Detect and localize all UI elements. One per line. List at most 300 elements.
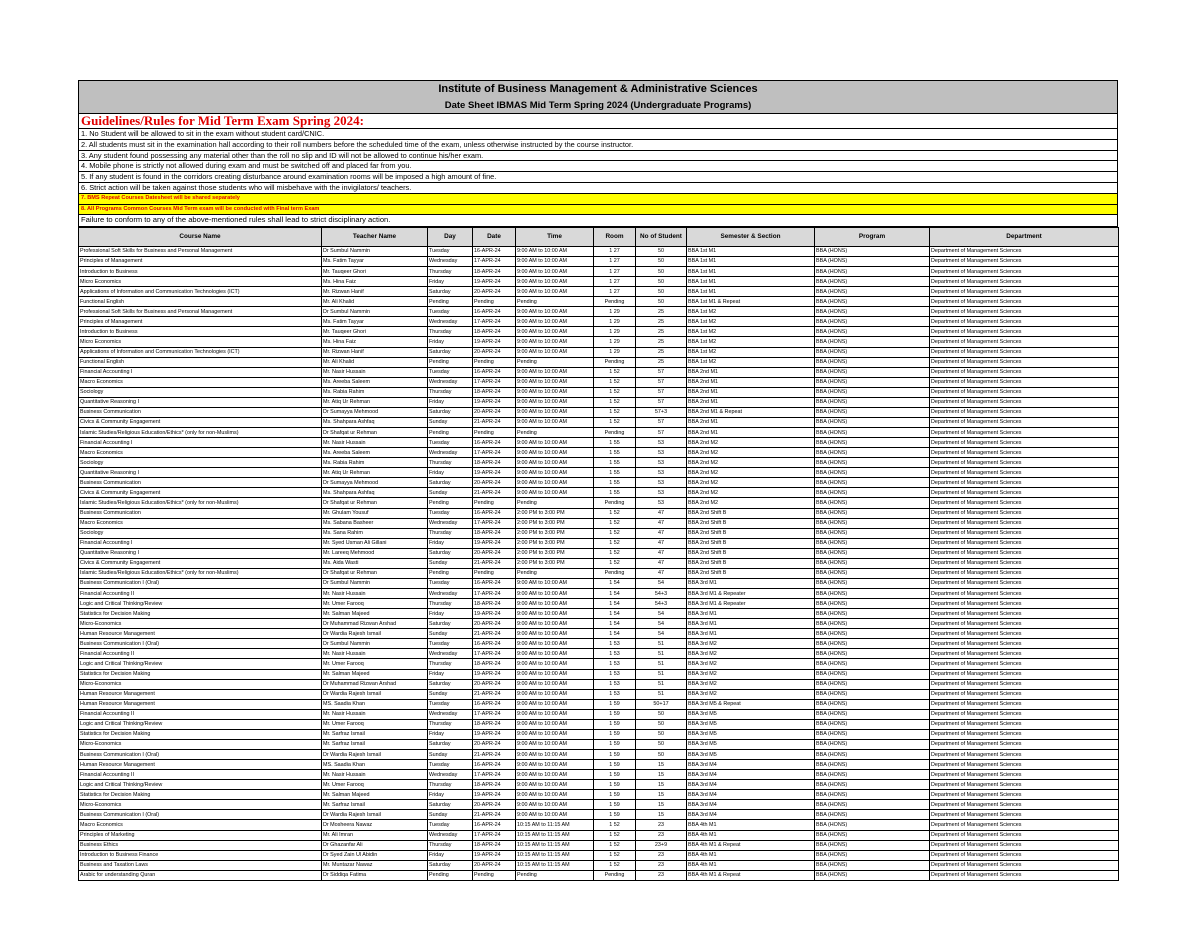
table-row — [79, 297, 1119, 307]
table-cell: Sunday — [428, 417, 473, 427]
table-cell: Pending — [473, 870, 516, 880]
table-cell: BBA 3rd M1 — [687, 578, 815, 588]
table-cell: 16-APR-24 — [473, 367, 516, 377]
table-cell: BBA 2nd Shift B — [687, 508, 815, 518]
table-cell: Ms. Rabia Rahim — [322, 458, 428, 468]
table-cell: Department of Management Sciences — [930, 377, 1119, 387]
table-cell: Department of Management Sciences — [930, 478, 1119, 488]
table-row — [79, 468, 1119, 478]
table-cell: Department of Management Sciences — [930, 307, 1119, 317]
table-cell: 19-APR-24 — [473, 397, 516, 407]
table-row — [79, 860, 1119, 870]
table-cell: 50 — [636, 256, 687, 266]
table-cell: BBA 2nd M1 — [687, 397, 815, 407]
table-cell: Dr Sumbul Nammin — [322, 578, 428, 588]
table-cell: Applications of Information and Communication Technologies (ICT) — [79, 347, 322, 357]
table-cell: 1 55 — [594, 488, 636, 498]
table-cell: Mr. Ali Khalid — [322, 297, 428, 307]
table-cell: BBA (HONS) — [815, 307, 930, 317]
table-cell: 1 53 — [594, 639, 636, 649]
table-cell: BBA 1st M1 — [687, 256, 815, 266]
table-cell: Friday — [428, 609, 473, 619]
table-cell: 16-APR-24 — [473, 246, 516, 256]
table-cell: Financial Accounting II — [79, 589, 322, 599]
table-row — [79, 267, 1119, 277]
table-row — [79, 649, 1119, 659]
table-cell: BBA 1st M1 — [687, 277, 815, 287]
table-cell: 20-APR-24 — [473, 679, 516, 689]
table-cell: Dr Muhammad Rizwan Arshad — [322, 679, 428, 689]
table-cell: 1 54 — [594, 599, 636, 609]
table-cell: Saturday — [428, 679, 473, 689]
table-cell: Department of Management Sciences — [930, 367, 1119, 377]
table-cell: Financial Accounting II — [79, 649, 322, 659]
table-cell: 9:00 AM to 10:00 AM — [516, 679, 594, 689]
table-cell: Tuesday — [428, 760, 473, 770]
table-cell: MS. Saadia Khan — [322, 760, 428, 770]
table-cell: Mr. Ali Khalid — [322, 357, 428, 367]
table-row — [79, 498, 1119, 508]
table-cell: 53 — [636, 458, 687, 468]
table-cell: 1 53 — [594, 659, 636, 669]
table-cell: 21-APR-24 — [473, 488, 516, 498]
table-cell: BBA 3rd M5 — [687, 719, 815, 729]
table-cell: BBA (HONS) — [815, 800, 930, 810]
table-cell: BBA 2nd M2 — [687, 448, 815, 458]
table-cell: BBA (HONS) — [815, 397, 930, 407]
table-cell: 1 52 — [594, 830, 636, 840]
table-cell: 2:00 PM to 3:00 PM — [516, 518, 594, 528]
table-cell: BBA 1st M1 — [687, 246, 815, 256]
table-cell: BBA (HONS) — [815, 810, 930, 820]
table-cell: Quantitative Reasoning I — [79, 397, 322, 407]
table-cell: 9:00 AM to 10:00 AM — [516, 750, 594, 760]
table-cell: 50+17 — [636, 699, 687, 709]
table-row — [79, 800, 1119, 810]
table-cell: 50 — [636, 719, 687, 729]
table-cell: Quantitative Reasoning I — [79, 468, 322, 478]
table-cell: Ms. Rabia Rahim — [322, 387, 428, 397]
table-cell: BBA 4th M1 — [687, 850, 815, 860]
table-cell: Tuesday — [428, 639, 473, 649]
table-cell: 1 29 — [594, 317, 636, 327]
table-cell: Tuesday — [428, 307, 473, 317]
table-cell: BBA 3rd M1 & Repeater — [687, 599, 815, 609]
table-cell: 47 — [636, 538, 687, 548]
table-cell: Department of Management Sciences — [930, 357, 1119, 367]
table-cell: Department of Management Sciences — [930, 609, 1119, 619]
table-cell: BBA 1st M2 — [687, 327, 815, 337]
table-cell: 57+3 — [636, 407, 687, 417]
table-cell: BBA 3rd M2 — [687, 689, 815, 699]
table-cell: 9:00 AM to 10:00 AM — [516, 739, 594, 749]
table-cell: Department of Management Sciences — [930, 568, 1119, 578]
table-cell: Ms. Fatim Tayyar — [322, 317, 428, 327]
table-row — [79, 317, 1119, 327]
table-row — [79, 397, 1119, 407]
table-cell: 9:00 AM to 10:00 AM — [516, 458, 594, 468]
table-cell: 25 — [636, 357, 687, 367]
table-row — [79, 699, 1119, 709]
table-cell: Department of Management Sciences — [930, 770, 1119, 780]
column-header: No of Student — [636, 227, 687, 246]
table-cell: 9:00 AM to 10:00 AM — [516, 729, 594, 739]
table-cell: Pending — [428, 428, 473, 438]
table-cell: BBA (HONS) — [815, 589, 930, 599]
table-cell: Mr. Nasir Hussain — [322, 649, 428, 659]
table-cell: Department of Management Sciences — [930, 810, 1119, 820]
table-cell: Logic and Critical Thinking/Review — [79, 599, 322, 609]
table-cell: BBA (HONS) — [815, 578, 930, 588]
table-row — [79, 790, 1119, 800]
table-cell: 17-APR-24 — [473, 317, 516, 327]
table-cell: Dr Mosheera Nawaz — [322, 820, 428, 830]
column-header: Date — [473, 227, 516, 246]
table-row — [79, 347, 1119, 357]
table-cell: Financial Accounting I — [79, 438, 322, 448]
table-cell: Department of Management Sciences — [930, 287, 1119, 297]
table-cell: 20-APR-24 — [473, 548, 516, 558]
table-cell: 23+9 — [636, 840, 687, 850]
highlighted-rule: 8. All Programs Common Courses Mid Term exam will be conducted with Final term Exam — [78, 205, 1118, 216]
table-cell: 53 — [636, 478, 687, 488]
table-row — [79, 367, 1119, 377]
table-cell: Tuesday — [428, 820, 473, 830]
table-cell: Pending — [594, 297, 636, 307]
table-cell: BBA (HONS) — [815, 518, 930, 528]
table-cell: Department of Management Sciences — [930, 256, 1119, 266]
table-cell: Friday — [428, 337, 473, 347]
table-cell: Pending — [473, 297, 516, 307]
table-cell: 23 — [636, 870, 687, 880]
table-cell: Pending — [428, 870, 473, 880]
table-cell: 19-APR-24 — [473, 337, 516, 347]
failure-note: Failure to conform to any of the above-mentioned rules shall lead to strict disciplinary action. — [78, 215, 1118, 227]
table-cell: 18-APR-24 — [473, 528, 516, 538]
table-cell: 15 — [636, 760, 687, 770]
table-cell: Dr Sumayya Mehmood — [322, 407, 428, 417]
table-cell: 17-APR-24 — [473, 448, 516, 458]
table-cell: 54 — [636, 609, 687, 619]
table-cell: BBA 3rd M4 — [687, 800, 815, 810]
table-cell: BBA (HONS) — [815, 478, 930, 488]
table-cell: 1 59 — [594, 780, 636, 790]
table-cell: BBA (HONS) — [815, 367, 930, 377]
table-cell: 18-APR-24 — [473, 387, 516, 397]
table-cell: Saturday — [428, 619, 473, 629]
table-cell: Principles of Marketing — [79, 830, 322, 840]
table-cell: 1 27 — [594, 277, 636, 287]
table-cell: 50 — [636, 267, 687, 277]
table-cell: Wednesday — [428, 589, 473, 599]
table-row — [79, 377, 1119, 387]
table-cell: Department of Management Sciences — [930, 448, 1119, 458]
table-cell: Mr. Sarfraz Ismail — [322, 800, 428, 810]
table-cell: Saturday — [428, 287, 473, 297]
table-cell: Dr Ghazanfar Ali — [322, 840, 428, 850]
table-cell: Sociology — [79, 458, 322, 468]
table-row — [79, 287, 1119, 297]
table-cell: Department of Management Sciences — [930, 649, 1119, 659]
table-cell: Pending — [516, 870, 594, 880]
table-cell: BBA (HONS) — [815, 387, 930, 397]
table-cell: Principles of Management — [79, 317, 322, 327]
table-cell: Department of Management Sciences — [930, 428, 1119, 438]
guideline-rule: 3. Any student found possessing any material other than the roll no slip and ID will not be allowed to continue his/her exam. — [78, 151, 1118, 162]
table-cell: 47 — [636, 548, 687, 558]
table-cell: Department of Management Sciences — [930, 820, 1119, 830]
table-cell: BBA 2nd M2 — [687, 458, 815, 468]
table-cell: Sunday — [428, 810, 473, 820]
table-cell: 57 — [636, 397, 687, 407]
table-row — [79, 417, 1119, 427]
table-cell: Wednesday — [428, 448, 473, 458]
table-cell: 17-APR-24 — [473, 709, 516, 719]
table-cell: BBA (HONS) — [815, 528, 930, 538]
table-cell: Ms. Areeba Saleem — [322, 377, 428, 387]
table-cell: 9:00 AM to 10:00 AM — [516, 317, 594, 327]
table-cell: 16-APR-24 — [473, 438, 516, 448]
table-cell: 15 — [636, 800, 687, 810]
table-cell: Friday — [428, 397, 473, 407]
table-cell: 1 55 — [594, 478, 636, 488]
table-cell: Dr Siddiqa Fatima — [322, 870, 428, 880]
table-cell: 1 59 — [594, 790, 636, 800]
table-cell: 9:00 AM to 10:00 AM — [516, 619, 594, 629]
table-row — [79, 428, 1119, 438]
table-cell: BBA (HONS) — [815, 629, 930, 639]
table-cell: Sociology — [79, 528, 322, 538]
table-cell: Mr. Salman Majeed — [322, 669, 428, 679]
table-cell: 1 29 — [594, 327, 636, 337]
table-cell: Department of Management Sciences — [930, 870, 1119, 880]
table-cell: BBA 2nd Shift B — [687, 518, 815, 528]
table-cell: Human Resource Management — [79, 760, 322, 770]
table-cell: Saturday — [428, 407, 473, 417]
table-cell: BBA (HONS) — [815, 699, 930, 709]
table-cell: BBA 2nd M1 — [687, 428, 815, 438]
table-cell: Department of Management Sciences — [930, 468, 1119, 478]
table-cell: Mr. Syed Usman Ali Gillani — [322, 538, 428, 548]
table-cell: BBA (HONS) — [815, 357, 930, 367]
table-row — [79, 840, 1119, 850]
table-cell: BBA 3rd M5 — [687, 709, 815, 719]
table-cell: 54+3 — [636, 599, 687, 609]
table-cell: BBA (HONS) — [815, 739, 930, 749]
table-row — [79, 508, 1119, 518]
table-cell: 21-APR-24 — [473, 629, 516, 639]
table-cell: Statistics for Decision Making — [79, 609, 322, 619]
table-cell: BBA 3rd M4 — [687, 760, 815, 770]
guideline-rule: 4. Mobile phone is strictly not allowed during exam and must be switched off and placed far from you. — [78, 161, 1118, 172]
table-cell: 53 — [636, 488, 687, 498]
table-cell: Dr Muhammad Rizwan Arshad — [322, 619, 428, 629]
table-row — [79, 337, 1119, 347]
table-cell: Department of Management Sciences — [930, 739, 1119, 749]
table-cell: BBA (HONS) — [815, 548, 930, 558]
table-cell: 1 52 — [594, 840, 636, 850]
table-cell: Mr. Lareeq Mehmood — [322, 548, 428, 558]
table-row — [79, 639, 1119, 649]
table-row — [79, 568, 1119, 578]
table-cell: 9:00 AM to 10:00 AM — [516, 417, 594, 427]
table-row — [79, 448, 1119, 458]
table-cell: Pending — [516, 297, 594, 307]
table-cell: Business Communication I (Oral) — [79, 578, 322, 588]
table-cell: Sunday — [428, 488, 473, 498]
table-cell: Civics & Community Engagement — [79, 488, 322, 498]
column-header: Teacher Name — [322, 227, 428, 246]
table-cell: 16-APR-24 — [473, 578, 516, 588]
table-cell: BBA 3rd M2 — [687, 679, 815, 689]
table-cell: 9:00 AM to 10:00 AM — [516, 609, 594, 619]
table-cell: BBA 2nd M1 — [687, 377, 815, 387]
table-cell: Financial Accounting I — [79, 367, 322, 377]
table-cell: 20-APR-24 — [473, 287, 516, 297]
table-cell: Pending — [516, 357, 594, 367]
table-cell: BBA (HONS) — [815, 508, 930, 518]
table-cell: BBA (HONS) — [815, 256, 930, 266]
table-cell: Mr. Nasir Hussain — [322, 589, 428, 599]
table-cell: 1 52 — [594, 850, 636, 860]
table-cell: BBA 2nd M1 — [687, 387, 815, 397]
table-cell: Dr Sumayya Mehmood — [322, 478, 428, 488]
table-cell: 10:15 AM to 11:15 AM — [516, 860, 594, 870]
table-cell: Wednesday — [428, 709, 473, 719]
table-row — [79, 438, 1119, 448]
table-cell: BBA (HONS) — [815, 669, 930, 679]
table-row — [79, 578, 1119, 588]
table-cell: 57 — [636, 428, 687, 438]
table-row — [79, 558, 1119, 568]
table-cell: Department of Management Sciences — [930, 790, 1119, 800]
table-cell: 47 — [636, 558, 687, 568]
table-cell: BBA (HONS) — [815, 287, 930, 297]
table-cell: Sunday — [428, 750, 473, 760]
table-cell: 20-APR-24 — [473, 478, 516, 488]
table-cell: Mr. Umer Farooq — [322, 719, 428, 729]
table-row — [79, 669, 1119, 679]
table-row — [79, 387, 1119, 397]
table-cell: 1 53 — [594, 689, 636, 699]
table-cell: BBA 2nd Shift B — [687, 568, 815, 578]
table-cell: Tuesday — [428, 438, 473, 448]
table-cell: BBA 1st M2 — [687, 357, 815, 367]
table-cell: 47 — [636, 508, 687, 518]
table-cell: BBA (HONS) — [815, 448, 930, 458]
table-cell: Department of Management Sciences — [930, 548, 1119, 558]
table-cell: 1 55 — [594, 438, 636, 448]
table-cell: Financial Accounting II — [79, 770, 322, 780]
table-row — [79, 256, 1119, 266]
table-cell: Saturday — [428, 860, 473, 870]
table-cell: BBA 3rd M4 — [687, 790, 815, 800]
table-cell: 1 53 — [594, 679, 636, 689]
table-cell: Department of Management Sciences — [930, 729, 1119, 739]
table-cell: Ms. Sabana Basheer — [322, 518, 428, 528]
table-row — [79, 307, 1119, 317]
table-cell: 16-APR-24 — [473, 508, 516, 518]
table-cell: Department of Management Sciences — [930, 438, 1119, 448]
table-cell: Financial Accounting II — [79, 709, 322, 719]
table-cell: 18-APR-24 — [473, 458, 516, 468]
table-cell: Pending — [516, 568, 594, 578]
table-cell: Mr. Salman Majeed — [322, 790, 428, 800]
table-cell: Tuesday — [428, 246, 473, 256]
table-row — [79, 719, 1119, 729]
table-cell: 1 52 — [594, 508, 636, 518]
table-cell: 18-APR-24 — [473, 599, 516, 609]
table-cell: Department of Management Sciences — [930, 800, 1119, 810]
table-cell: 9:00 AM to 10:00 AM — [516, 277, 594, 287]
table-cell: Introduction to Business — [79, 327, 322, 337]
table-cell: Department of Management Sciences — [930, 387, 1119, 397]
table-cell: 1 52 — [594, 377, 636, 387]
table-cell: Micro Economics — [79, 337, 322, 347]
table-cell: Department of Management Sciences — [930, 699, 1119, 709]
table-cell: BBA 3rd M5 — [687, 739, 815, 749]
table-cell: 1 27 — [594, 256, 636, 266]
table-cell: 1 59 — [594, 739, 636, 749]
table-cell: BBA (HONS) — [815, 498, 930, 508]
table-cell: 57 — [636, 417, 687, 427]
table-cell: BBA (HONS) — [815, 267, 930, 277]
table-cell: 1 53 — [594, 669, 636, 679]
table-cell: BBA 3rd M1 & Repeater — [687, 589, 815, 599]
table-cell: Thursday — [428, 840, 473, 850]
table-cell: 1 52 — [594, 417, 636, 427]
table-cell: Friday — [428, 790, 473, 800]
table-cell: BBA 1st M2 — [687, 347, 815, 357]
table-cell: 9:00 AM to 10:00 AM — [516, 659, 594, 669]
table-cell: Human Resource Management — [79, 629, 322, 639]
table-cell: Pending — [516, 428, 594, 438]
table-cell: Pending — [428, 297, 473, 307]
table-cell: Department of Management Sciences — [930, 639, 1119, 649]
table-cell: 9:00 AM to 10:00 AM — [516, 649, 594, 659]
table-cell: Pending — [428, 357, 473, 367]
table-cell: 2:00 PM to 3:00 PM — [516, 558, 594, 568]
table-cell: 51 — [636, 649, 687, 659]
table-cell: Department of Management Sciences — [930, 397, 1119, 407]
table-cell: BBA 4th M1 — [687, 820, 815, 830]
table-cell: BBA (HONS) — [815, 729, 930, 739]
table-body — [79, 246, 1119, 880]
column-header: Day — [428, 227, 473, 246]
table-cell: 9:00 AM to 10:00 AM — [516, 719, 594, 729]
table-row — [79, 589, 1119, 599]
table-cell: Logic and Critical Thinking/Review — [79, 659, 322, 669]
table-cell: Thursday — [428, 387, 473, 397]
table-cell: Professional Soft Skills for Business and Personal Management — [79, 307, 322, 317]
guideline-rule: 6. Strict action will be taken against those students who will misbehave with the invigilators/ teachers. — [78, 183, 1118, 194]
table-cell: Wednesday — [428, 256, 473, 266]
table-cell: Dr Sumbul Nammin — [322, 246, 428, 256]
table-cell: Department of Management Sciences — [930, 538, 1119, 548]
table-cell: Mr. Sarfraz Ismail — [322, 729, 428, 739]
table-cell: 25 — [636, 307, 687, 317]
table-cell: BBA 3rd M5 — [687, 750, 815, 760]
table-cell: Pending — [428, 498, 473, 508]
table-cell: 9:00 AM to 10:00 AM — [516, 488, 594, 498]
table-cell: BBA (HONS) — [815, 337, 930, 347]
table-cell: BBA 2nd M1 & Repeat — [687, 407, 815, 417]
table-cell: 1 52 — [594, 397, 636, 407]
table-cell: 47 — [636, 518, 687, 528]
table-cell: Department of Management Sciences — [930, 629, 1119, 639]
table-cell: 18-APR-24 — [473, 719, 516, 729]
table-cell: BBA 2nd Shift B — [687, 548, 815, 558]
